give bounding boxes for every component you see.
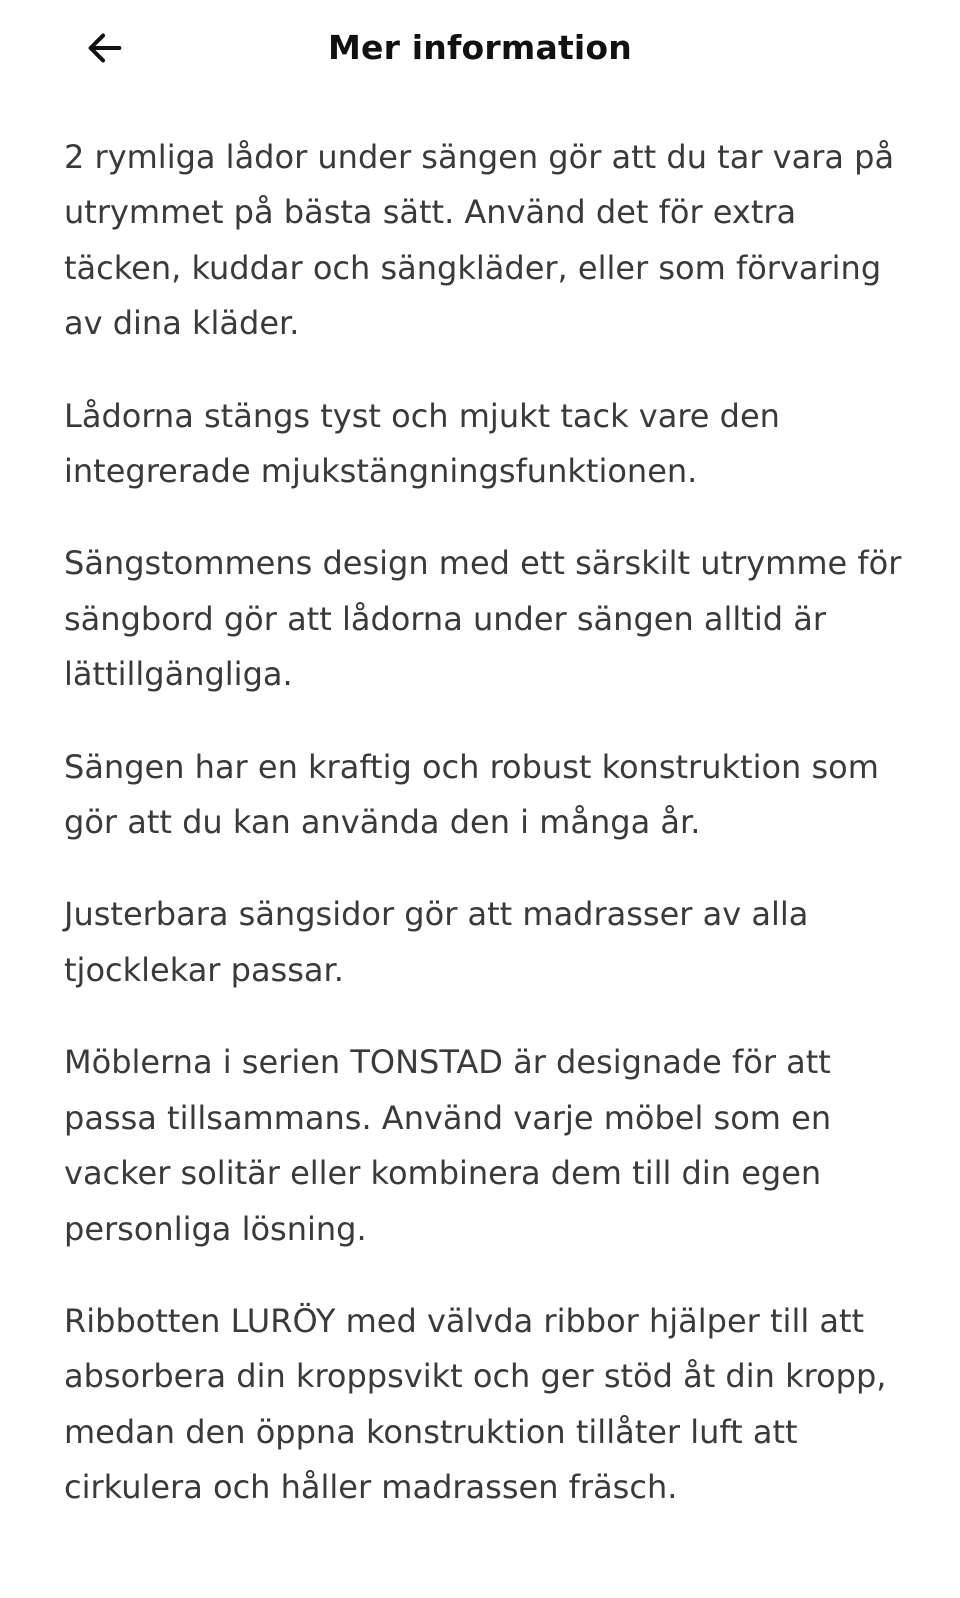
info-paragraph-slatted-base: Ribbotten LURÖY med välvda ribbor hjälper till att absorbera din kroppsvikt och ger stöd åt din kropp, medan den öppna konstruktion tillåter luft att cirkulera och håller madrassen fräsch. (64, 1301, 887, 1507)
info-paragraph-soft-close: Lådorna stängs tyst och mjukt tack vare den integrerade mjukstängningsfunktionen. (64, 396, 780, 491)
info-paragraph-bedside-space: Sängstommens design med ett särskilt utrymme för sängbord gör att lådorna under sängen alltid är lättillgängliga. (64, 544, 902, 694)
info-paragraph-robust-construction: Sängen har en kraftig och robust konstruktion som gör att du kan använda den i många år. (64, 747, 879, 842)
info-content (64, 130, 910, 1553)
info-paragraph-storage-drawers: 2 rymliga lådor under sängen gör att du tar vara på utrymmet på bästa sätt. Använd det för extra täcken, kuddar och sängkläder, eller som förvaring av dina kläder. (64, 138, 895, 343)
info-paragraph-series-tonstad: Möblerna i serien TONSTAD är designade för att passa tillsammans. Använd varje möbel som en vacker solitär eller kombinera dem till din egen personliga lösning. (64, 1043, 832, 1248)
top-bar (0, 0, 960, 96)
info-paragraph-adjustable-sides: Justerbara sängsidor gör att madrasser av alla tjocklekar passar. (64, 895, 809, 989)
page-title: Mer information (328, 28, 632, 67)
